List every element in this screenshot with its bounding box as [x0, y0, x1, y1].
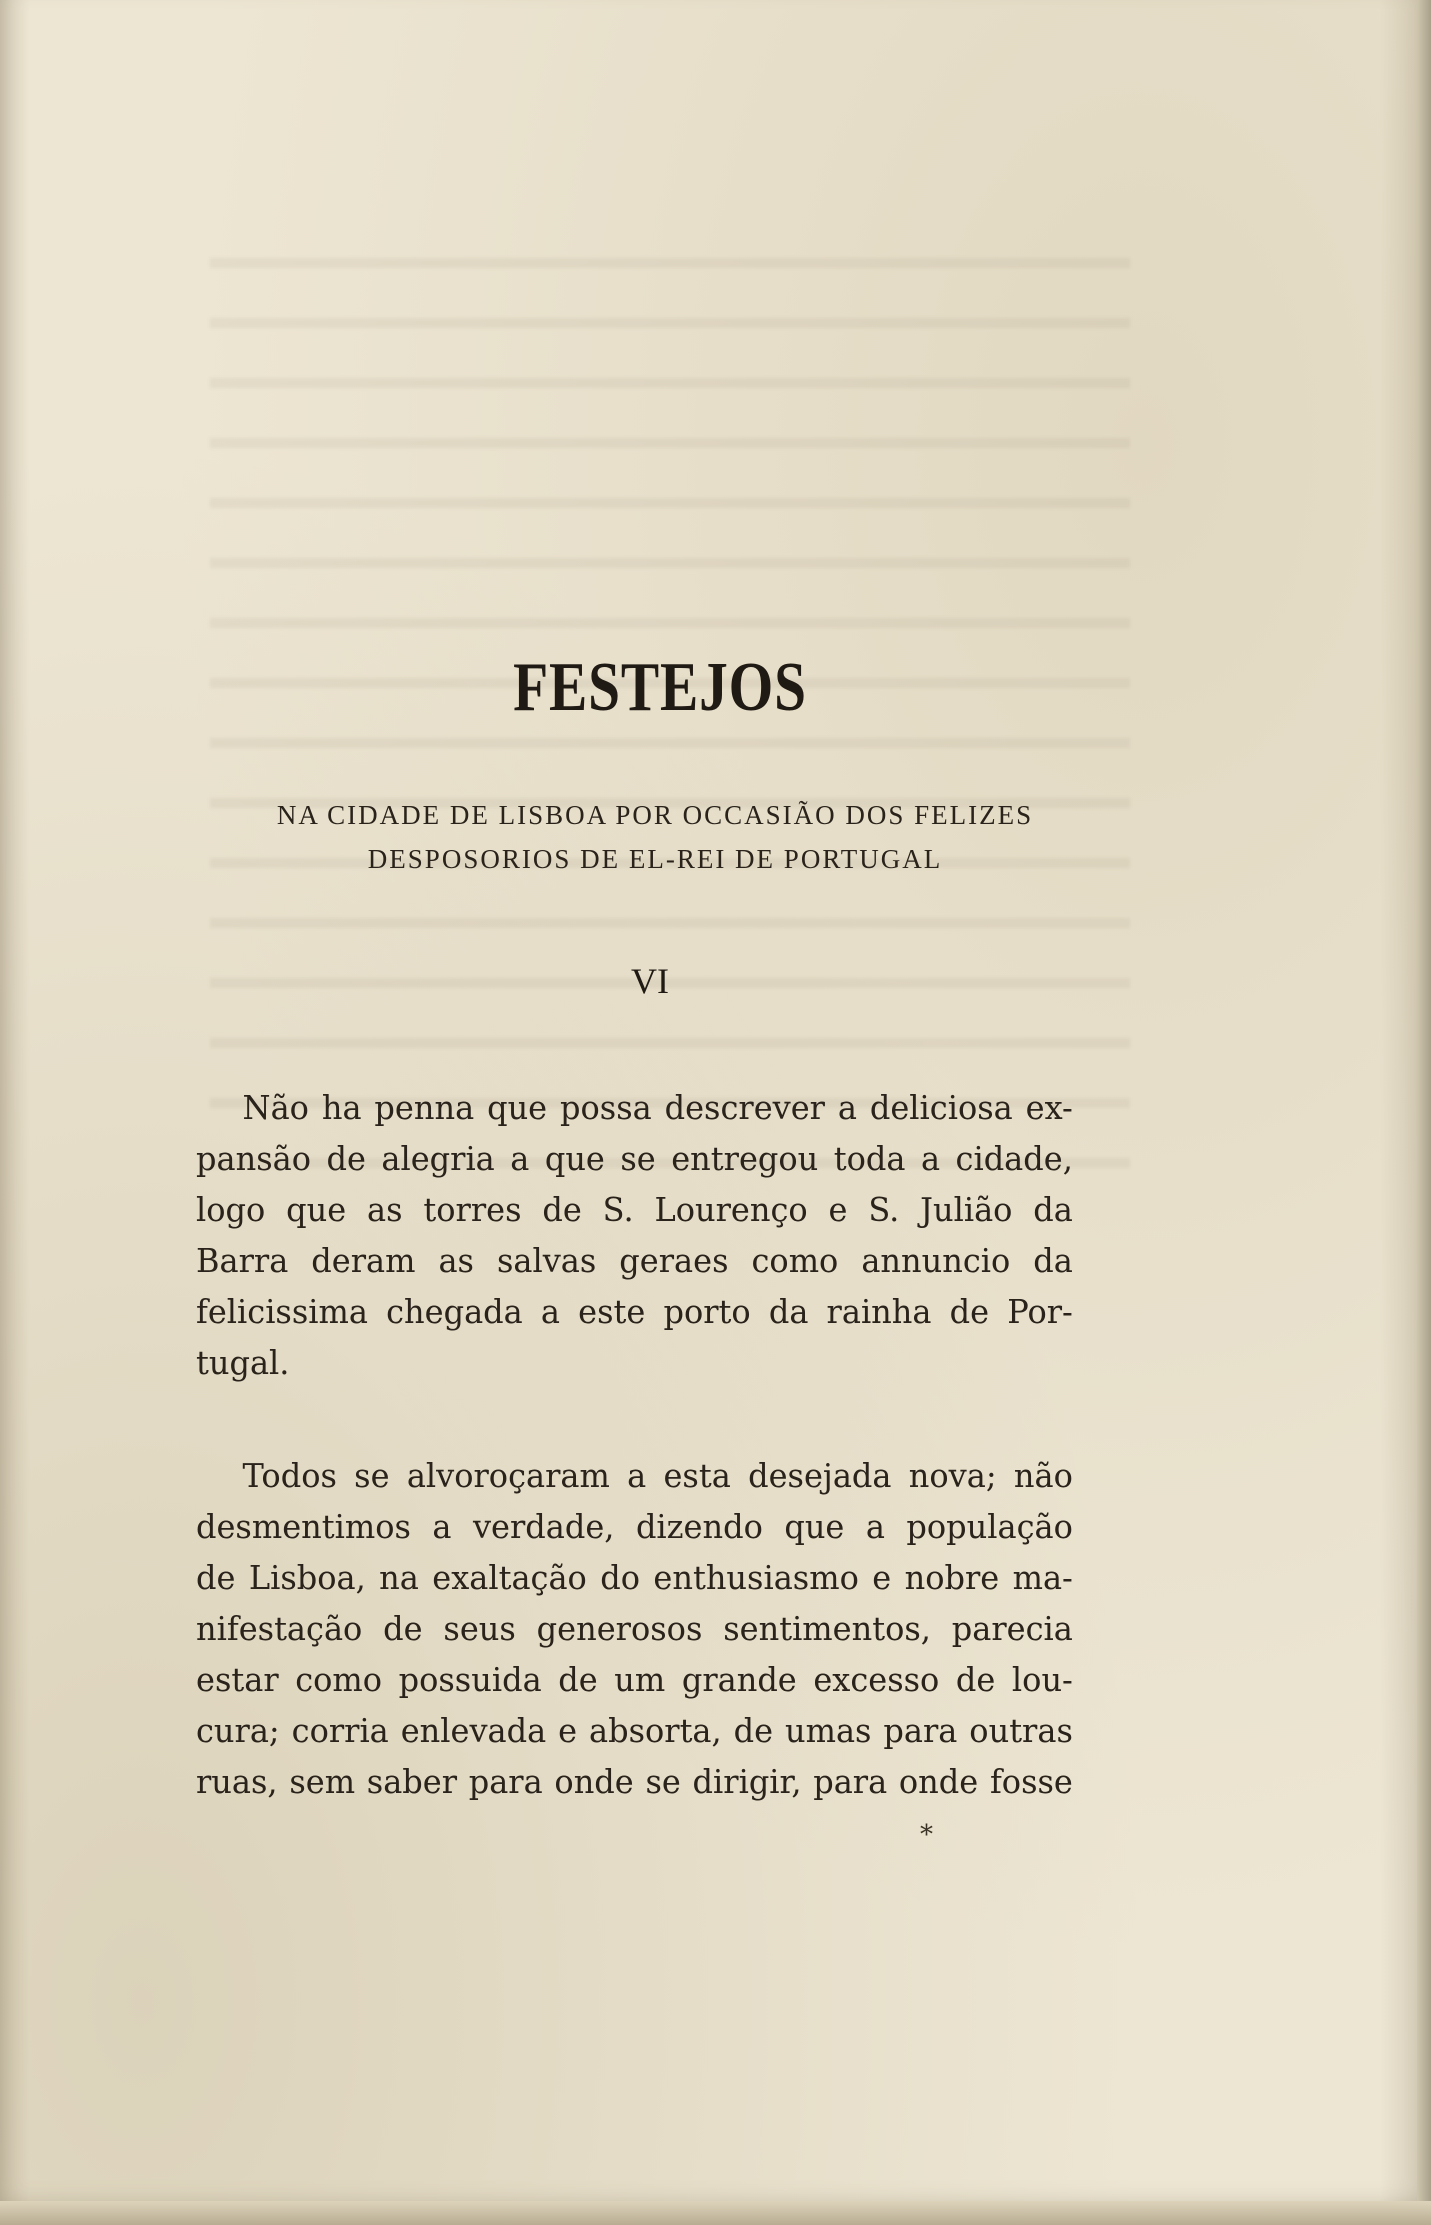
section-number: VI: [631, 961, 669, 1001]
paragraph-line: ruas, sem saber para onde se dirigir, para onde fosse: [196, 1762, 1073, 1801]
page-edge-bottom: [0, 2201, 1431, 2225]
paragraph-1: [196, 1082, 1100, 1388]
subtitle-line-2: DESPOSORIOS DE EL-REI DE PORTUGAL: [367, 844, 943, 874]
paragraph-line: Barra deram as salvas geraes como annuncio da: [196, 1241, 1073, 1280]
paragraph-line: nifestação de seus generosos sentimentos, parecia: [196, 1609, 1073, 1648]
paragraph-line: estar como possuida de um grande excesso de lou-: [196, 1660, 1073, 1699]
paragraph-2: [196, 1450, 1100, 1807]
paragraph-line: felicissima chegada a este porto da rainha de Por-: [196, 1292, 1073, 1331]
page-edge-right: [1417, 0, 1431, 2225]
signature-mark: *: [920, 1820, 933, 1850]
paragraph-line: tugal.: [196, 1343, 290, 1382]
paragraph-line: de Lisboa, na exaltação do enthusiasmo e nobre ma-: [196, 1558, 1073, 1597]
subtitle-line-1: NA CIDADE DE LISBOA POR OCCASIÃO DOS FELIZES: [276, 800, 1034, 830]
paragraph-line: cura; corria enlevada e absorta, de umas para outras: [196, 1711, 1073, 1750]
paragraph-line: Não ha penna que possa descrever a deliciosa ex-: [242, 1088, 1073, 1127]
show-through-text: [210, 210, 1130, 1060]
paragraph-line: logo que as torres de S. Lourenço e S. Julião da: [196, 1190, 1073, 1229]
paragraph-line: desmentimos a verdade, dizendo que a população: [196, 1507, 1073, 1546]
paragraph-line: Todos se alvoroçaram a esta desejada nova; não: [242, 1456, 1073, 1495]
page-title: FESTEJOS: [513, 649, 807, 726]
paragraph-line: pansão de alegria a que se entregou toda a cidade,: [196, 1139, 1073, 1178]
